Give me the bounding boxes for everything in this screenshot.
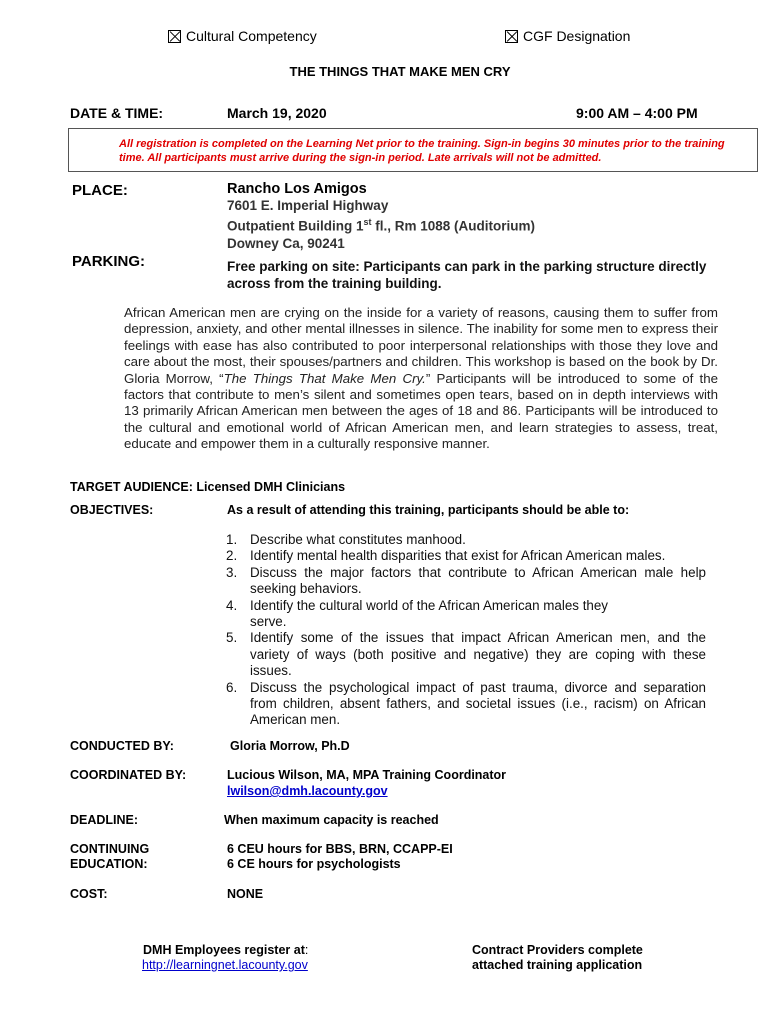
place-address xyxy=(227,197,535,252)
cost-value: NONE xyxy=(227,887,264,901)
place-label: PLACE: xyxy=(72,182,128,199)
cost-label: COST: xyxy=(70,887,108,901)
continuing-education-label: CONTINUING EDUCATION: xyxy=(70,842,150,871)
contract-providers-note: Contract Providers complete attached training application xyxy=(472,943,643,972)
target-audience: TARGET AUDIENCE: Licensed DMH Clinicians xyxy=(70,480,346,494)
book-title: The Things That Make Men Cry. xyxy=(223,370,426,386)
objectives-label: OBJECTIVES: xyxy=(70,503,154,517)
cgf-designation-label: CGF Designation xyxy=(523,28,631,44)
coordinated-by-label: COORDINATED BY: xyxy=(70,768,187,782)
checked-box-icon xyxy=(505,30,518,43)
document-title: THE THINGS THAT MAKE MEN CRY xyxy=(289,64,511,79)
cultural-competency-checkbox[interactable] xyxy=(168,28,317,44)
checked-box-icon xyxy=(168,30,181,43)
deadline-value: When maximum capacity is reached xyxy=(224,813,439,827)
objective-item: 3. Discuss the major factors that contribute to African American male help seeking behaviors. xyxy=(226,564,706,597)
continuing-education-value: 6 CEU hours for BBS, BRN, CCAPP-EI 6 CE hours for psychologists xyxy=(227,842,453,871)
objectives-list xyxy=(226,532,706,729)
parking-label: PARKING: xyxy=(72,253,146,270)
learningnet-link[interactable]: http://learningnet.lacounty.gov xyxy=(142,958,308,972)
place-address-line1: 7601 E. Imperial Highway xyxy=(227,198,389,213)
employees-register-label: DMH Employees register at: xyxy=(143,943,309,957)
objectives-intro: As a result of attending this training, participants should be able to: xyxy=(227,503,630,517)
place-name: Rancho Los Amigos xyxy=(227,181,367,197)
cultural-competency-label: Cultural Competency xyxy=(186,28,317,44)
deadline-label: DEADLINE: xyxy=(70,813,139,827)
objective-item: 2. Identify mental health disparities that exist for African American males. xyxy=(226,548,666,564)
conducted-by-label: CONDUCTED BY: xyxy=(70,739,174,753)
description-paragraph: African American men are crying on the inside for a variety of reasons, causing them to suffer from depression, anxiety, and other mental illnesses in silence. The inability for some men to express their feelings with ease has also contributed to poor interpersonal relationships with those they love and care about the most, their spouses/partners and children. This workshop is based on the book by Dr. Gloria Morrow, “The Things That Make Men Cry.” Participants will be introduced to some of the factors that contribute to men’s silent and sometimes open tears, based on in depth interviews with 13 primarily African American men between the ages of 18 and 86. Participants will be introduced to the cultural and emotional world of African American men, and learn strategies to assess, treat, educate and empower them in a culturally responsive manner. xyxy=(124,305,718,452)
registration-notice-box xyxy=(68,128,758,172)
parking-text: Free parking on site: Participants can park in the parking structure directly across from the training building. xyxy=(227,259,707,291)
registration-notice-text: All registration is completed on the Learning Net prior to the training. Sign-in begins 30 minutes prior to the training time. All participants must arrive during the sign-in period. Late arrivals will not be admitted. xyxy=(119,138,725,164)
time-value: 9:00 AM – 4:00 PM xyxy=(576,105,698,121)
coordinator-email-link[interactable]: lwilson@dmh.lacounty.gov xyxy=(227,784,388,798)
conducted-by-value: Gloria Morrow, Ph.D xyxy=(230,739,350,753)
cgf-designation-checkbox[interactable] xyxy=(505,28,630,44)
date-label: DATE & TIME: xyxy=(70,105,164,121)
objective-item: 5. Identify some of the issues that impact African American men, and the variety of ways (both positive and negative) they are coping with these issues. xyxy=(226,630,706,679)
objective-item: 6. Discuss the psychological impact of past trauma, divorce and separation from children, absent fathers, and societal issues (i.e., racism) on African American men. xyxy=(226,679,706,728)
coordinated-by-value: Lucious Wilson, MA, MPA Training Coordinator xyxy=(227,768,507,782)
date-value: March 19, 2020 xyxy=(227,105,327,121)
place-building: Outpatient Building 1st fl., Rm 1088 (Auditorium) xyxy=(227,217,536,234)
place-city: Downey Ca, 90241 xyxy=(227,235,345,251)
objective-item: 4. Identify the cultural world of the African American males they serve. xyxy=(226,597,609,630)
objective-item: 1. Describe what constitutes manhood. xyxy=(226,532,466,547)
